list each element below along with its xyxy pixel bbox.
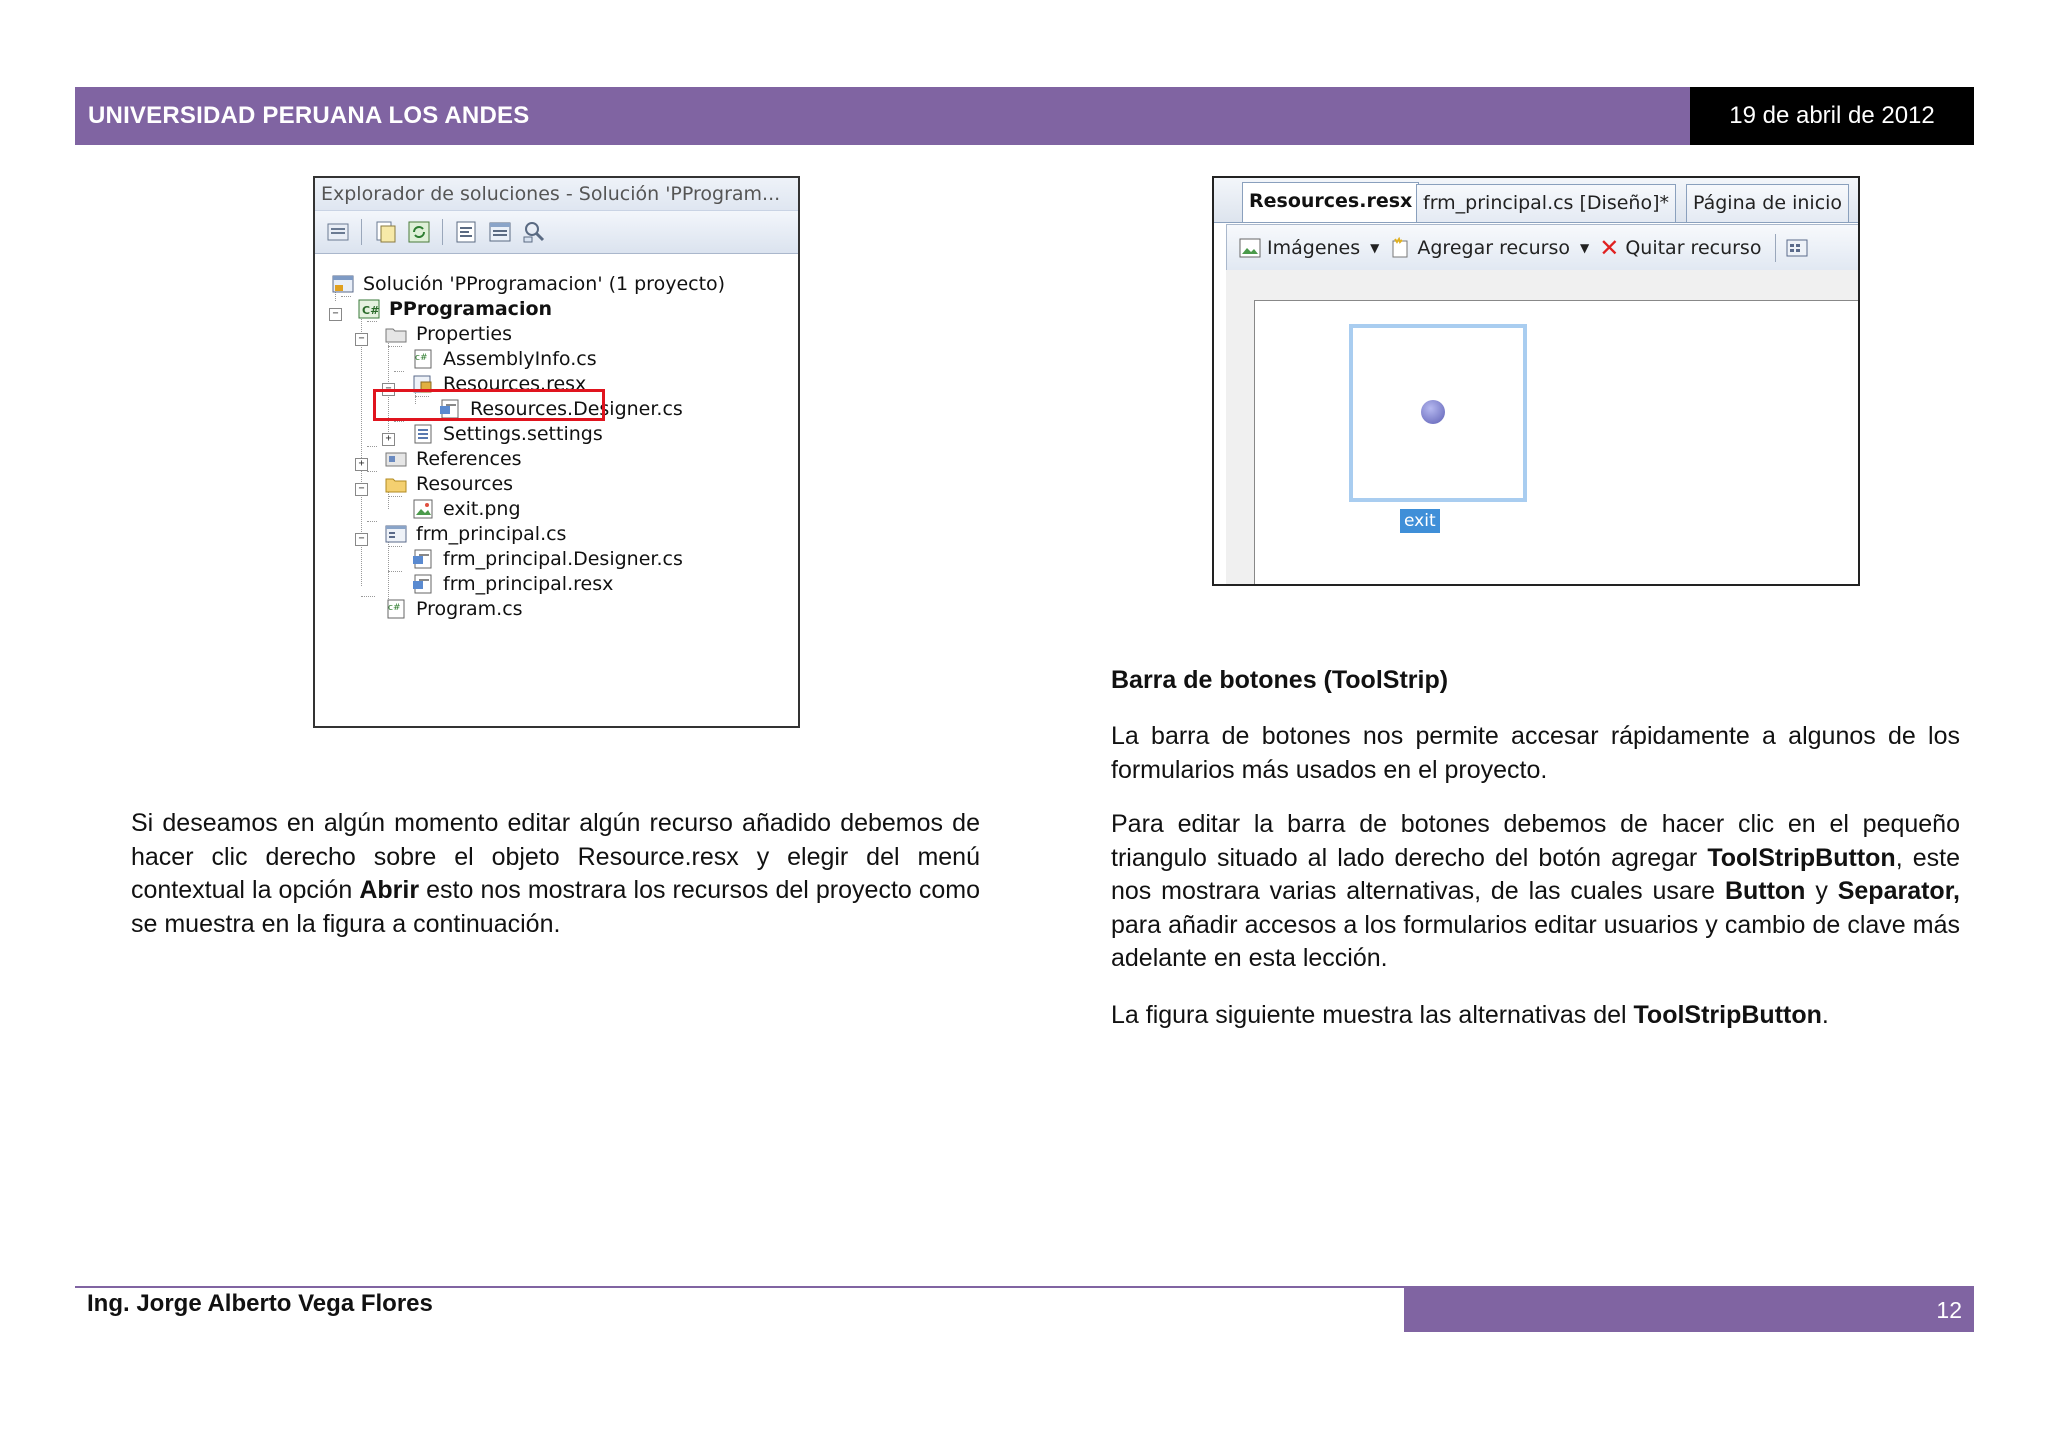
tree-node-project[interactable]: C# PProgramacion	[357, 294, 552, 324]
resource-toolbar	[1226, 224, 1860, 272]
tree-node-frm-principal-designer[interactable]: frm_principal.Designer.cs	[411, 544, 683, 574]
footer-author: Ing. Jorge Alberto Vega Flores	[87, 1290, 433, 1317]
expander-minus-icon[interactable]: −	[355, 333, 368, 346]
designer-file-icon	[411, 573, 435, 595]
tree-node-properties[interactable]: Properties	[384, 319, 512, 349]
page-header	[75, 87, 1974, 145]
resources-resx-highlight	[373, 389, 605, 421]
institution-name: UNIVERSIDAD PERUANA LOS ANDES	[75, 87, 1690, 145]
expander-minus-icon[interactable]: −	[355, 533, 368, 546]
show-all-files-icon[interactable]	[372, 219, 398, 245]
folder-icon	[384, 323, 408, 345]
tree-node-references[interactable]: References	[384, 444, 522, 474]
resource-name-label[interactable]: exit	[1400, 509, 1440, 533]
settings-icon	[411, 423, 435, 445]
tree-node-resources-designer[interactable]: Resources.Designer.cs	[438, 394, 683, 424]
tree-node-frm-principal[interactable]: frm_principal.cs	[384, 519, 566, 549]
add-resource-icon	[1389, 237, 1411, 259]
refresh-icon[interactable]	[406, 219, 432, 245]
svg-text:c#: c#	[388, 603, 401, 613]
tab-resources-resx[interactable]: Resources.resx	[1242, 182, 1419, 222]
image-icon	[1239, 238, 1261, 258]
resource-list-area	[1254, 300, 1860, 586]
solution-explorer-title: Explorador de soluciones - Solución 'PProgram...	[315, 178, 798, 211]
folder-open-icon	[384, 473, 408, 495]
view-grid-icon[interactable]	[1786, 239, 1808, 257]
add-resource-button[interactable]: Agregar recurso ▼	[1389, 237, 1597, 259]
right-paragraph-3: La figura siguiente muestra las alternativas del ToolStripButton.	[1111, 1001, 1829, 1029]
exit-resource-icon	[1421, 400, 1445, 424]
expander-minus-icon[interactable]: −	[329, 308, 342, 321]
left-paragraph: Si deseamos en algún momento editar algún recurso añadido debemos de hacer clic derecho sobre el objeto Resource.resx y elegir del menú contextual la opción Abrir esto nos mostrara los recursos del proyecto como se muestra en la figura a continuación.	[131, 809, 980, 938]
csharp-file-icon	[384, 598, 408, 620]
expander-minus-icon[interactable]: −	[355, 483, 368, 496]
tree-node-resources-resx[interactable]: Resources.resx	[411, 369, 586, 399]
expander-minus-icon[interactable]: −	[382, 383, 395, 396]
csharp-project-icon	[357, 298, 381, 320]
section-heading: Barra de botones (ToolStrip)	[1111, 666, 1449, 694]
class-diagram-icon[interactable]	[521, 219, 547, 245]
tab-frm-principal-design[interactable]: frm_principal.cs [Diseño]*	[1416, 184, 1676, 222]
document-tabs	[1214, 178, 1858, 223]
designer-file-icon	[411, 548, 435, 570]
images-dropdown[interactable]: Imágenes ▼	[1239, 237, 1387, 259]
solution-icon	[331, 273, 355, 295]
tree-node-assemblyinfo[interactable]: c# AssemblyInfo.cs	[411, 344, 597, 374]
form-icon	[384, 523, 408, 545]
tree-node-solution[interactable]: Solución 'PProgramacion' (1 proyecto)	[331, 269, 725, 299]
expander-plus-icon[interactable]: +	[355, 458, 368, 471]
right-paragraph-1: La barra de botones nos permite accesar rápidamente a algunos de los formularios más usados en el proyecto.	[1111, 722, 1960, 784]
tree-node-resources-folder[interactable]: Resources	[384, 469, 513, 499]
solution-explorer-toolbar	[315, 211, 798, 254]
page-number: 12	[1404, 1288, 1974, 1332]
tree-node-program[interactable]: c# Program.cs	[384, 594, 523, 624]
properties-icon[interactable]	[325, 219, 351, 245]
chevron-down-icon: ▼	[1370, 241, 1380, 255]
close-icon: ✕	[1599, 234, 1620, 262]
resource-designer-figure	[1212, 176, 1860, 586]
svg-text:C#: C#	[362, 304, 380, 317]
references-icon	[384, 448, 408, 470]
remove-resource-button[interactable]: ✕ Quitar recurso	[1599, 234, 1762, 262]
expander-plus-icon[interactable]: +	[382, 433, 395, 446]
svg-text:c#: c#	[415, 353, 428, 363]
tree-node-frm-principal-resx[interactable]: frm_principal.resx	[411, 569, 613, 599]
chevron-down-icon: ▼	[1579, 241, 1590, 255]
right-paragraph-2: Para editar la barra de botones debemos de hacer clic en el pequeño triangulo situado al lado derecho del botón agregar ToolStripButton, este nos mostrara varias alternativas, de las cuales usare Button y Separator, para añadir accesos a los formularios editar usuarios y cambio de clave más adelante en esta lección.	[1111, 810, 1960, 972]
tree-node-exit-png[interactable]: exit.png	[411, 494, 521, 524]
view-code-icon[interactable]	[453, 219, 479, 245]
csharp-file-icon	[411, 348, 435, 370]
image-file-icon	[411, 498, 435, 520]
solution-explorer-figure	[313, 176, 800, 728]
tab-start-page[interactable]: Página de inicio	[1686, 184, 1849, 222]
view-designer-icon[interactable]	[487, 219, 513, 245]
tree-node-settings[interactable]: Settings.settings	[411, 419, 603, 449]
header-date: 19 de abril de 2012	[1690, 87, 1974, 145]
